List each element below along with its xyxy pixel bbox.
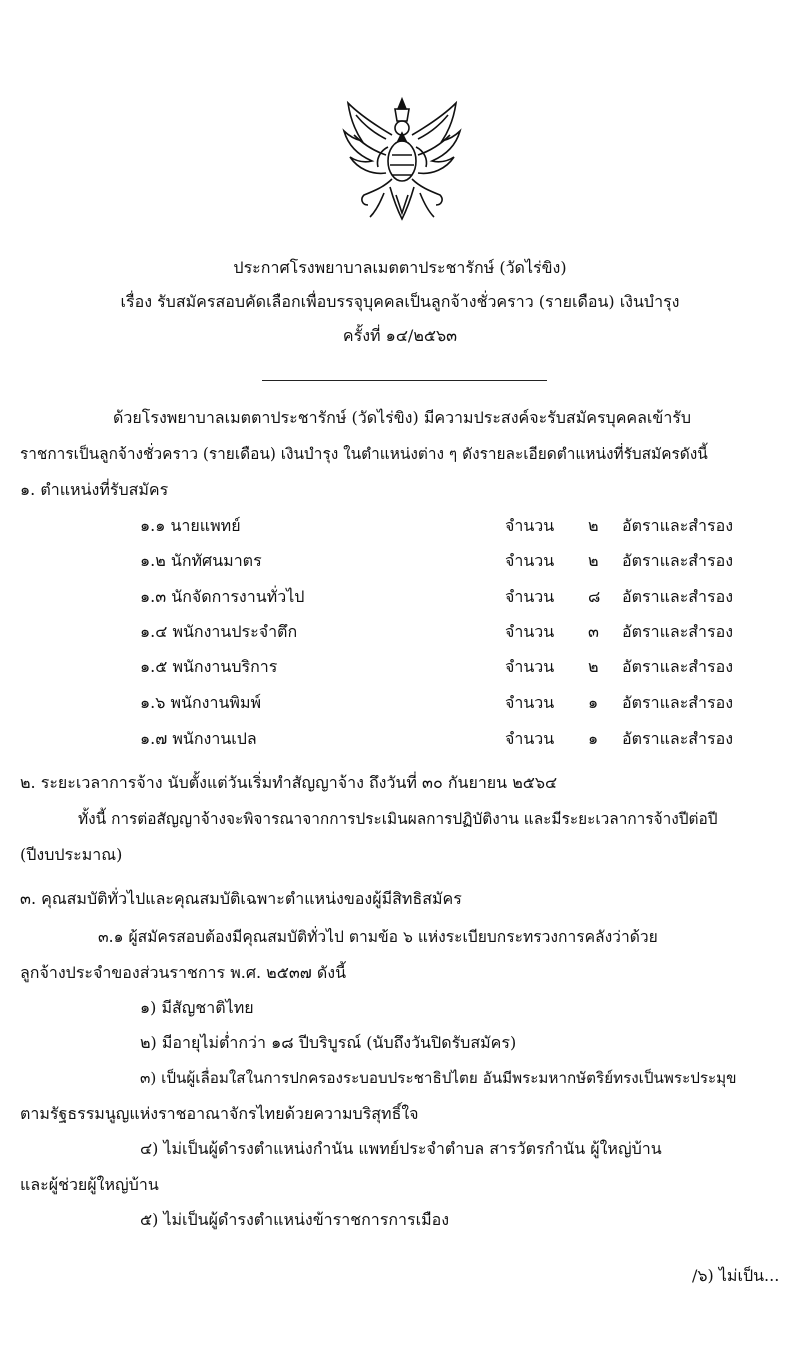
unit-label: อัตราและสำรอง [622, 729, 734, 748]
position-name: ๑.๖ พนักงานพิมพ์ [140, 693, 262, 712]
position-count: ๓ [588, 622, 599, 641]
header-divider [262, 380, 547, 381]
section-2-line-1: ทั้งนี้ การต่อสัญญาจ้างจะพิจารณาจากการประเมินผลการปฏิบัติงาน และมีระยะเวลาการจ้างปีต่อปี [78, 810, 718, 828]
position-name: ๑.๗ พนักงานเปล [140, 729, 257, 748]
qualification-item-5: ๕) ไม่เป็นผู้ดำรงตำแหน่งข้าราชการการเมือง [140, 1210, 450, 1229]
position-count: ๒ [588, 551, 599, 570]
position-name: ๑.๒ นักทัศนมาตร [140, 551, 262, 570]
page-continuation: /๖) ไม่เป็น... [692, 1266, 780, 1285]
count-label: จำนวน [505, 516, 555, 535]
section-3-1-line-2: ลูกจ้างประจำของส่วนราชการ พ.ศ. ๒๕๓๗ ดังนี้ [20, 963, 347, 982]
qualification-item-4-line-2: และผู้ช่วยผู้ใหญ่บ้าน [20, 1175, 159, 1194]
announcement-subject: เรื่อง รับสมัครสอบคัดเลือกเพื่อบรรจุบุคคลเป็นลูกจ้างชั่วคราว (รายเดือน) เงินบำรุง [120, 292, 680, 311]
position-count: ๒ [588, 516, 599, 535]
count-label: จำนวน [505, 587, 555, 606]
intro-line-2: ราชการเป็นลูกจ้างชั่วคราว (รายเดือน) เงินบำรุง ในตำแหน่งต่าง ๆ ดังรายละเอียดตำแหน่งที่รับสมัครดังนี้ [20, 445, 708, 463]
count-label: จำนวน [505, 693, 555, 712]
unit-label: อัตราและสำรอง [622, 657, 734, 676]
unit-label: อัตราและสำรอง [622, 551, 734, 570]
section-3-1-line-1: ๓.๑ ผู้สมัครสอบต้องมีคุณสมบัติทั่วไป ตามข้อ ๖ แห่งระเบียบกระทรวงการคลังว่าด้วย [98, 928, 658, 946]
position-count: ๑ [588, 729, 599, 748]
position-count: ๘ [588, 587, 601, 606]
section-2-heading: ๒. ระยะเวลาการจ้าง นับตั้งแต่วันเริ่มทำสัญญาจ้าง ถึงวันที่ ๓๐ กันยายน ๒๕๖๔ [20, 773, 558, 792]
qualification-item-4-line-1: ๔) ไม่เป็นผู้ดำรงตำแหน่งกำนัน แพทย์ประจำตำบล สารวัตรกำนัน ผู้ใหญ่บ้าน [140, 1139, 662, 1158]
position-name: ๑.๕ พนักงานบริการ [140, 657, 278, 676]
announcement-title: ประกาศโรงพยาบาลเมตตาประชารักษ์ (วัดไร่ขิง) [233, 258, 567, 277]
unit-label: อัตราและสำรอง [622, 516, 734, 535]
position-name: ๑.๑ นายแพทย์ [140, 516, 241, 535]
count-label: จำนวน [505, 729, 555, 748]
qualification-item-3-line-1: ๓) เป็นผู้เลื่อมใสในการปกครองระบอบประชาธิปไตย อันมีพระมหากษัตริย์ทรงเป็นพระประมุข [140, 1069, 737, 1087]
announcement-round: ครั้งที่ ๑๔/๒๕๖๓ [342, 326, 458, 345]
qualification-item-2: ๒) มีอายุไม่ต่ำกว่า ๑๘ ปีบริบูรณ์ (นับถึงวันปิดรับสมัคร) [140, 1033, 517, 1052]
count-label: จำนวน [505, 657, 555, 676]
garuda-emblem-icon [340, 95, 465, 225]
unit-label: อัตราและสำรอง [622, 693, 734, 712]
position-name: ๑.๓ นักจัดการงานทั่วไป [140, 587, 305, 606]
position-name: ๑.๔ พนักงานประจำตึก [140, 622, 298, 641]
qualification-item-1: ๑) มีสัญชาติไทย [140, 998, 254, 1017]
unit-label: อัตราและสำรอง [622, 622, 734, 641]
count-label: จำนวน [505, 622, 555, 641]
section-2-line-2: (ปีงบประมาณ) [20, 845, 123, 864]
position-count: ๑ [588, 693, 599, 712]
section-3-heading: ๓. คุณสมบัติทั่วไปและคุณสมบัติเฉพาะตำแหน่งของผู้มีสิทธิสมัคร [20, 889, 462, 908]
position-count: ๒ [588, 657, 599, 676]
count-label: จำนวน [505, 551, 555, 570]
section-1-heading: ๑. ตำแหน่งที่รับสมัคร [20, 480, 169, 499]
unit-label: อัตราและสำรอง [622, 587, 734, 606]
qualification-item-3-line-2: ตามรัฐธรรมนูญแห่งราชอาณาจักรไทยด้วยความบริสุทธิ์ใจ [20, 1104, 419, 1123]
intro-line-1: ด้วยโรงพยาบาลเมตตาประชารักษ์ (วัดไร่ขิง) มีความประสงค์จะรับสมัครบุคคลเข้ารับ [113, 408, 692, 427]
